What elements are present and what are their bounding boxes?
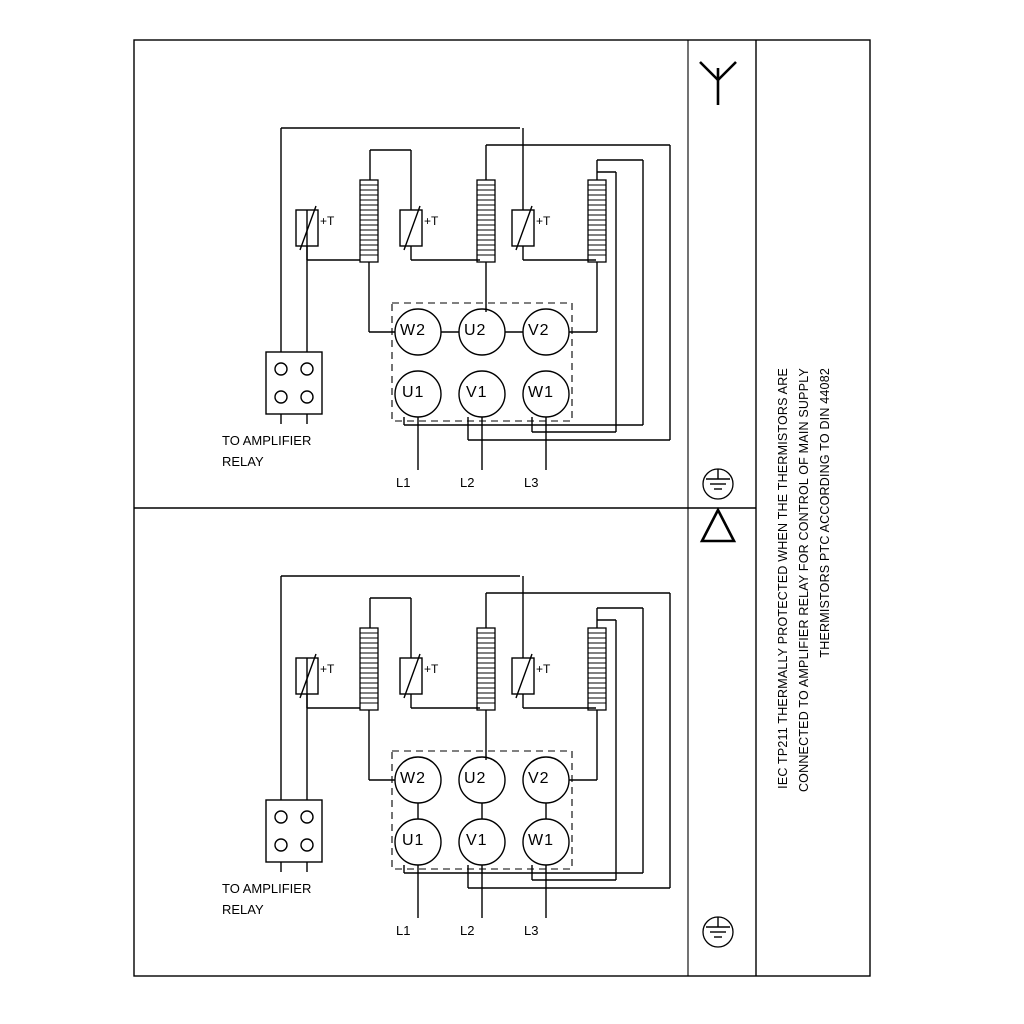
coil-terminal-w1: W1 — [528, 832, 554, 849]
amplifier-label-line1: TO AMPLIFIER — [222, 433, 312, 448]
phase-label-l2: L2 — [460, 923, 475, 938]
thermistor-3-label: +T — [536, 214, 551, 228]
coil-terminal-v2: V2 — [528, 770, 550, 787]
amplifier-label-line1: TO AMPLIFIER — [222, 881, 312, 896]
coil-terminal-v1: V1 — [466, 832, 488, 849]
phase-label-l3: L3 — [524, 475, 539, 490]
thermistor-2 — [400, 150, 480, 260]
coil-terminal-v1: V1 — [466, 384, 488, 401]
amplifier-label-line2: RELAY — [222, 902, 264, 917]
earth-ground-symbol — [703, 917, 733, 947]
terminal-block — [266, 800, 322, 872]
phase-label-l3: L3 — [524, 923, 539, 938]
thermistor-1-label: +T — [320, 214, 335, 228]
winding-coil-1 — [360, 180, 378, 308]
winding-coil-2 — [477, 145, 670, 440]
thermistor-3 — [512, 576, 596, 708]
thermistor-3 — [512, 128, 596, 260]
star-panel-graphics — [266, 62, 736, 499]
thermistor-2-label: +T — [424, 214, 439, 228]
star-connection-symbol — [700, 62, 736, 105]
terminal-block — [266, 352, 322, 424]
thermistor-3-label: +T — [536, 662, 551, 676]
winding-coil-2 — [477, 593, 670, 888]
delta-panel-graphics — [266, 510, 734, 947]
coil-terminal-u1: U1 — [402, 832, 425, 849]
phase-label-l1: L1 — [396, 923, 411, 938]
note-line-2: CONNECTED TO AMPLIFIER RELAY FOR CONTROL OF MAIN SUPPLY — [797, 368, 811, 793]
phase-label-l2: L2 — [460, 475, 475, 490]
thermistor-2 — [400, 598, 480, 708]
coil-terminal-w2: W2 — [400, 322, 426, 339]
delta-connection-symbol — [702, 510, 734, 541]
note-line-1: IEC TP211 THERMALLY PROTECTED WHEN THE THERMISTORS ARE — [776, 368, 790, 789]
phase-label-l1: L1 — [396, 475, 411, 490]
thermistor-2-label: +T — [424, 662, 439, 676]
amplifier-label-line2: RELAY — [222, 454, 264, 469]
coil-terminal-v2: V2 — [528, 322, 550, 339]
winding-coil-1 — [360, 628, 378, 756]
coil-terminal-u2: U2 — [464, 770, 487, 787]
terminal-box-dashed — [392, 303, 572, 421]
earth-ground-symbol — [703, 469, 733, 499]
coil-terminal-w2: W2 — [400, 770, 426, 787]
coil-terminal-w1: W1 — [528, 384, 554, 401]
thermistor-1-label: +T — [320, 662, 335, 676]
coil-terminal-u1: U1 — [402, 384, 425, 401]
note-line-3: THERMISTORS PTC ACCORDING TO DIN 44082 — [818, 368, 832, 658]
coil-terminal-u2: U2 — [464, 322, 487, 339]
